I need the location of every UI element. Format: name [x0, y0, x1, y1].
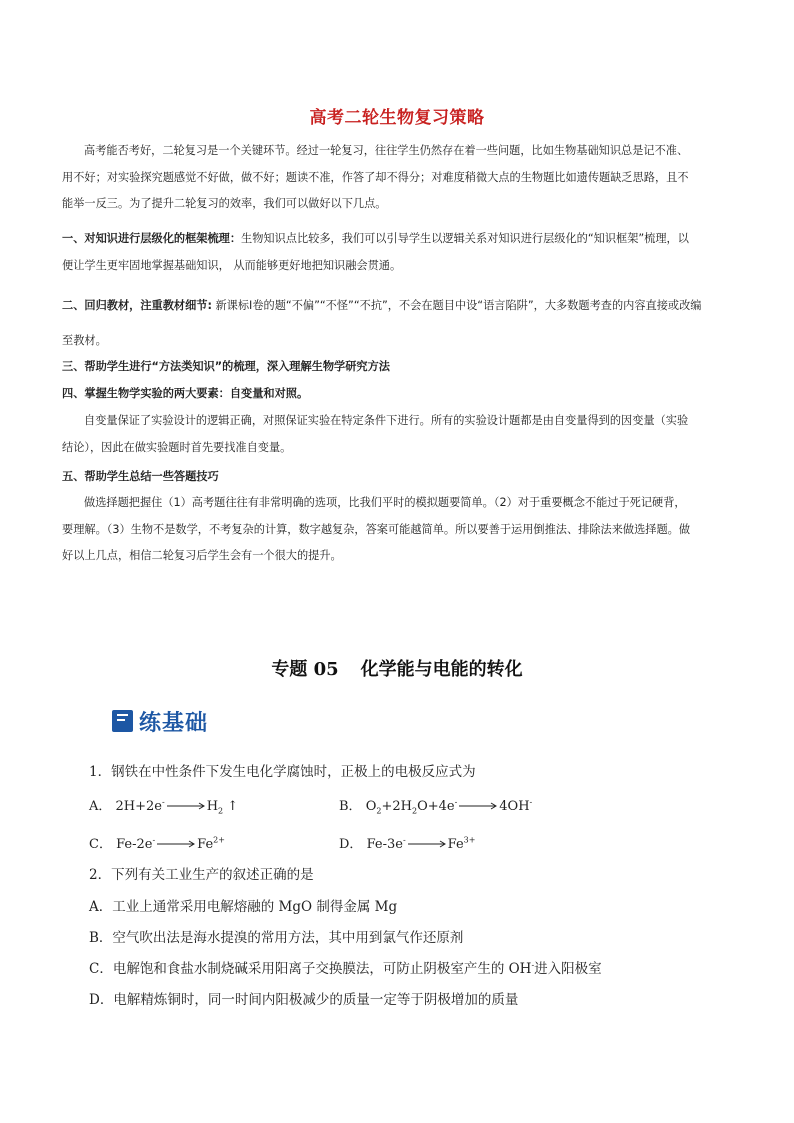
point-5-body [62, 490, 744, 570]
point-1-body: 生物知识点比较多，我们可以引导学生以逻辑关系对知识进行层级化的“知识框架”梳理，以 [241, 232, 689, 245]
practice-badge [112, 704, 208, 738]
topic-name: 化学能与电能的转化 [360, 659, 523, 680]
strategy-title: 高考二轮生物复习策略 [309, 108, 485, 128]
question-2-stem: 2．下列有关工业生产的叙述正确的是 [89, 867, 314, 883]
point-4-body [62, 408, 744, 461]
q1-option-b[interactable]: B． $O_2+2H_2O+4e^-$ 4OH- [339, 797, 533, 816]
reaction-arrow-icon [166, 802, 206, 810]
point-5-line-2: 要理解。（3）生物不是数学，不考复杂的计算，数字越复杂，答案可能越简单。所以要善于运用倒推法、排除法来做选择题。做 [62, 522, 691, 536]
reaction-arrow-icon [407, 840, 447, 848]
point-5-line-3: 好以上几点，相信二轮复习后学生会有一个很大的提升。 [62, 549, 342, 562]
point-3-heading: 三、帮助学生进行“方法类知识”的梳理，深入理解生物学研究方法 [62, 360, 390, 373]
book-icon [112, 710, 133, 732]
reaction-arrow-icon [458, 802, 498, 810]
point-5-line-1: 做选择题把握住（1）高考题往往有非常明确的选项，比我们平时的模拟题要简单。（2）对于重要概念不能过于死记硬背， [84, 496, 686, 509]
q1-option-c[interactable]: C． Fe-2e- $Fe^{2+}$ [89, 835, 225, 852]
q2-option-a[interactable]: A．工业上通常采用电解熔融的 MgO 制得金属 Mg [89, 899, 398, 915]
reaction-arrow-icon [156, 840, 196, 848]
q1-option-d[interactable]: D． Fe-3e- $Fe^{3+}$ [339, 835, 476, 852]
question-1-stem: 1．钢铁在中性条件下发生电化学腐蚀时，正极上的电极反应式为 [89, 764, 476, 780]
point-1-heading: 一、对知识进行层级化的框架梳理： [62, 232, 242, 245]
point-2-cont: 至教材。 [62, 333, 107, 347]
point-1 [62, 226, 744, 279]
point-5-heading: 五、帮助学生总结一些答题技巧 [62, 470, 219, 483]
q2-option-b[interactable]: B．空气吹出法是海水提溴的常用方法，其中用到氯气作还原剂 [89, 930, 464, 946]
q1-option-a[interactable]: A． 2H+2e- $H_2$ ↑ [89, 797, 239, 816]
point-4-heading: 四、掌握生物学实验的两大要素：自变量和对照。 [62, 387, 309, 400]
topic-title [0, 655, 794, 681]
intro-line-3: 能举一反三。为了提升二轮复习的效率，我们可以做好以下几点。 [62, 197, 387, 210]
topic-number: 专题 05 [271, 659, 339, 680]
point-4-line-2: 结论），因此在做实验题时首先要找准自变量。 [62, 440, 292, 454]
intro-line-1: 高考能否考好，二轮复习是一个关键环节。经过一轮复习，往往学生仍然存在着一些问题，比如生物基础知识总是记不准、 [84, 144, 689, 157]
point-2-heading: 二、回归教材，注重教材细节: [62, 299, 212, 312]
point-4-line-1: 自变量保证了实验设计的逻辑正确，对照保证实验在特定条件下进行。所有的实验设计题都是由自变量得到的因变量（实验 [84, 414, 689, 427]
badge-label: 练基础 [139, 710, 209, 736]
q2-option-d[interactable]: D．电解精炼铜时，同一时间内阳极减少的质量一定等于阴极增加的质量 [89, 992, 519, 1008]
point-2 [62, 293, 744, 354]
q2-option-c[interactable]: C．电解饱和食盐水制烧碱采用阳离子交换膜法，可防止阴极室产生的 OH-进入阳极室 [89, 960, 602, 977]
point-2-body: 新课标Ⅰ卷的题“不偏”“不怪”“不抗”，不会在题目中设“语言陷阱”，大多数题考查的内容直接或改编 [211, 299, 702, 312]
strategy-intro [62, 138, 744, 218]
point-1-cont: 便让学生更牢固地掌握基础知识， 从而能够更好地把知识融会贯通。 [62, 258, 402, 272]
intro-line-2: 用不好；对实验探究题感觉不好做，做不好；题读不准，作答了却不得分；对难度稍微大点的生物题比如遗传题缺乏思路，且不 [62, 170, 689, 184]
